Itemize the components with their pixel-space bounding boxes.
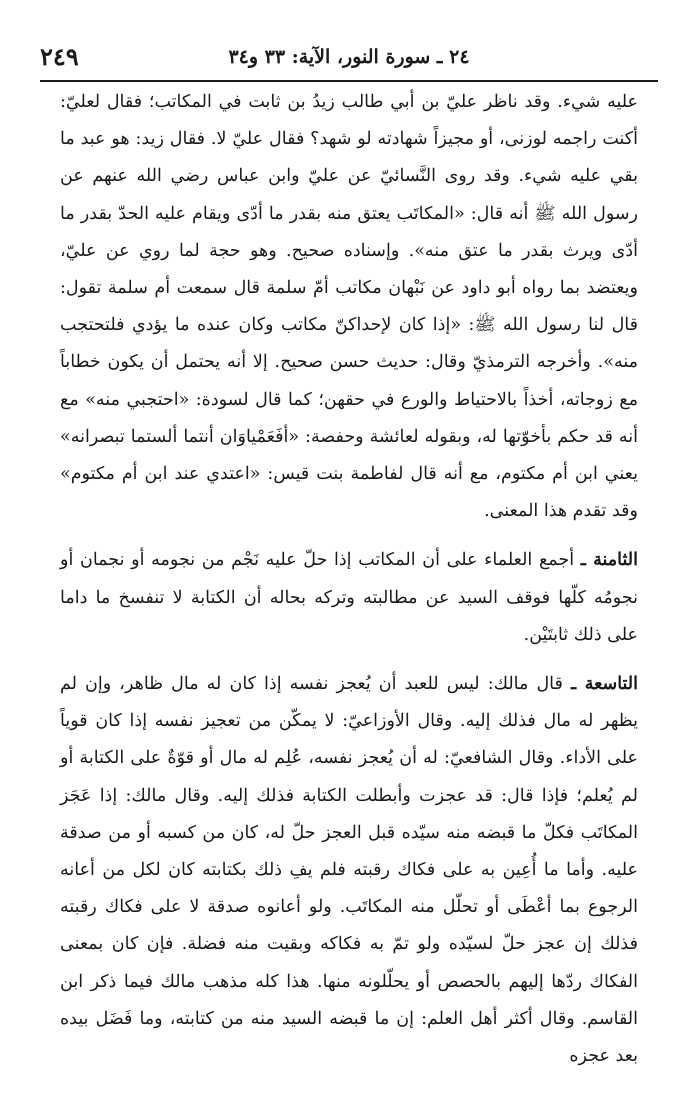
paragraph-text: عليه شيء. وقد ناظر عليّ بن أبي طالب زيدُ بن ثابت في المكاتب؛ فقال لعليّ: أكنت راجمه لوزنى، أو مجيزاً شهادته لو شهد؟ فقال عليّ لا. فقال زيد: هو عبد ما بقي عليه شيء. وقد روى النَّسائيّ عن عليّ وابن عباس رضي الله عنهم عن رسول الله ﷺ أنه قال: «المكاتَب يعتق منه بقدر ما أدّى ويقام عليه الحدّ بقدر ما أدّى ويرث بقدر ما عتق منه». وإسناده صحيح. وهو حجة لما روي عن عليّ، ويعتضد بما رواه أبو داود عن نَبْهان مكاتب أمّ سلمة قال سمعت أم سلمة تقول: قال لنا رسول الله ﷺ: «إذا كان لإحداكنّ مكاتب وكان عنده ما يؤدي فلتحتجب منه». وأخرجه الترمذيّ وقال: حديث حسن صحيح. إلا أنه يحتمل أن يكون خطاباً مع زوجاته، أخذاً بالاحتياط والورع في حقهن؛ كما قال لسودة: «احتجبي منه» مع أنه قد حكم بأخوّتها له، وبقوله لعائشة وحفصة: «أفَعَمْياوَان أنتما ألستما تبصرانه» يعني ابن أم مكتوم، مع أنه قال لفاطمة بنت قيس: «اعتدي عند ابن أم مكتوم» وقد تقدم هذا المعنى.	[60, 92, 638, 522]
page-number: ٢٤٩	[40, 42, 79, 71]
paragraph-continuation	[60, 84, 638, 530]
paragraph-text: قال مالك: ليس للعبد أن يُعجز نفسه إذا كان له مال ظاهر، وإن لم يظهر له مال فذلك إليه. وقال الأوزاعيّ: لا يمكّن من تعجيز نفسه إذا كان قوياً على الأداء. وقال الشافعيّ: له أن يُعجز نفسه، عُلِم له مال أو قوّةٌ على الكتابة أو لم يُعلم؛ فإذا قال: قد عجزت وأبطلت الكتابة فذلك إليه. وقال مالك: إذا عَجَز المكاتَب فكلّ ما قبضه منه سيّده قبل العجز حلّ له، كان من كسبه أو من صدقة عليه. وأما ما أُعِين به على فكاك رقبته فلم يفِ ذلك بكتابته كان لكل من أعانه الرجوع بما أعْطَى أو تحلّل منه المكاتَب. ولو أعانوه صدقة لا على فكاك رقبته فذلك إن عجز حلّ لسيّده ولو تمّ به فكاكه وبقيت منه فضلة. فإن كان بمعنى الفكاك ردّها إليهم بالحصص أو يحلّلونه منها. هذا كله مذهب مالك فيما ذكر ابن القاسم. وقال أكثر أهل العلم: إن ما قبضه السيد منه من كتابته، وما فَضَل بيده بعد عجزه	[60, 674, 638, 1067]
page-body	[60, 84, 638, 1075]
section-label: الثامنة ـ	[580, 550, 638, 571]
chapter-verse-title: ٢٤ ـ سورة النور، الآية: ٣٣ و٣٤	[228, 46, 470, 68]
header-rule	[40, 80, 658, 82]
section-label: التاسعة ـ	[570, 674, 638, 695]
paragraph-text: أجمع العلماء على أن المكاتب إذا حلّ عليه نَجْم من نجومه أو نجمان أو نجومُه كلّها فوقف السيد عن مطالبته وتركه بحاله أن الكتابة لا تنفسخ ما داما على ذلك ثابتَيْن.	[60, 550, 638, 645]
paragraph-eighth	[60, 542, 638, 654]
running-header	[40, 42, 658, 80]
paragraph-ninth	[60, 666, 638, 1075]
